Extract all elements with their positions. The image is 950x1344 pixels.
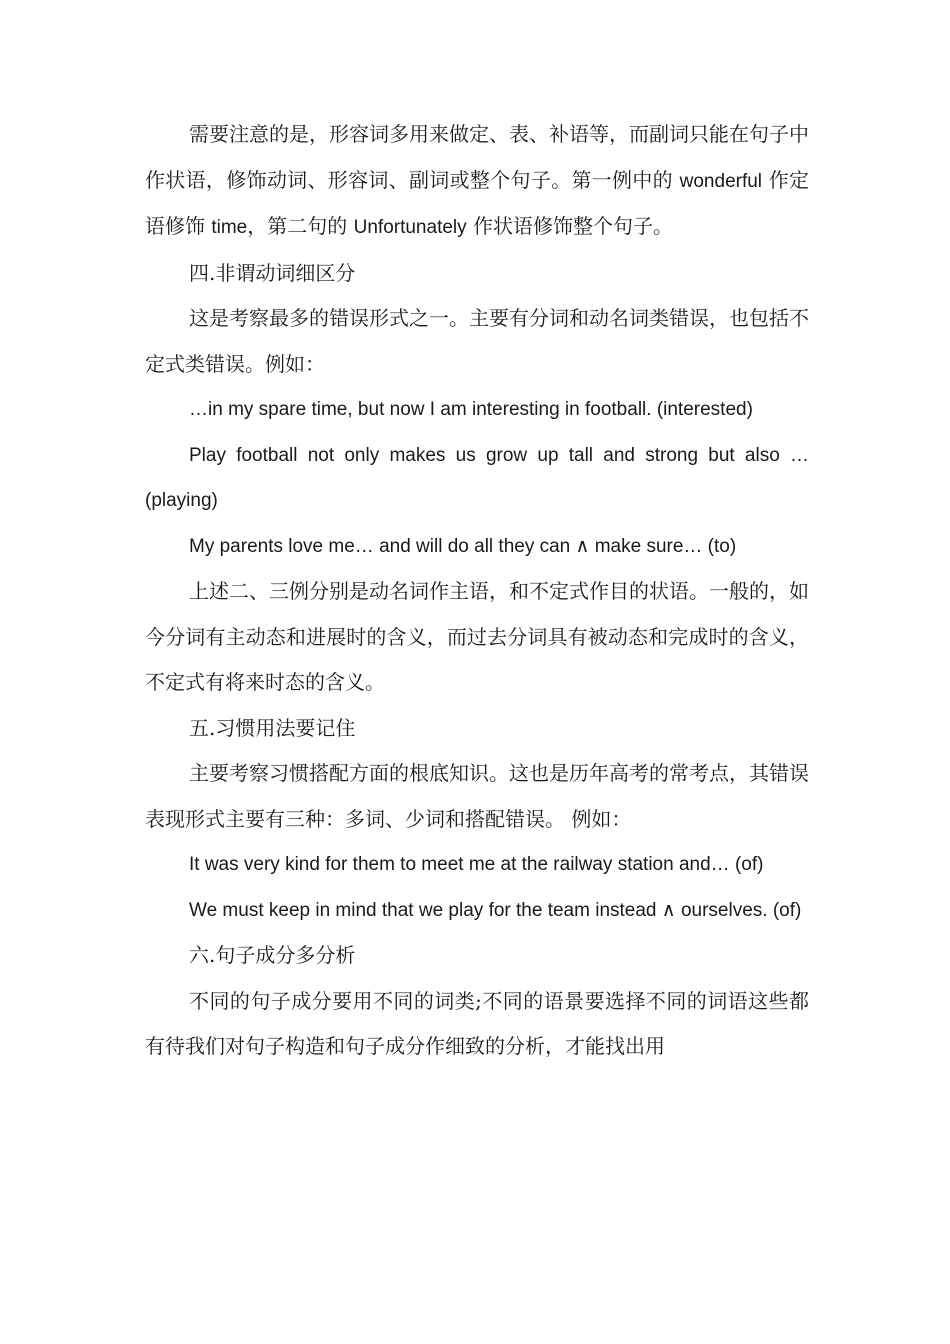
example-sentence-1: …in my spare time, but now I am interesting in football. (interested) [189, 399, 753, 420]
section-heading-5: 五.习惯用法要记住 [189, 715, 356, 740]
example-sentence-2: Play football not only makes us grow up tall and strong but also … (playing) [145, 444, 809, 511]
paragraph-idioms-intro: 主要考察习惯搭配方面的根底知识。这也是历年高考的常考点，其错误表现形式主要有三种：多词、少词和搭配错误。 例如： [145, 761, 809, 831]
example-sentence-5: We must keep in mind that we play for the team instead ∧ ourselves. (of) [189, 899, 802, 921]
section-heading-4: 四.非谓动词细区分 [189, 260, 356, 285]
english-word: wonderful [679, 170, 763, 192]
paragraph-sentence-analysis: 不同的句子成分要用不同的词类;不同的语景要选择不同的词语这些都有待我们对句子构造和句子成分作细致的分析，才能找出用 [145, 988, 809, 1058]
example-sentence-4: It was very kind for them to meet me at the railway station and… (of) [189, 854, 764, 875]
paragraph-text: 作状语修饰整个句子。 [466, 214, 673, 238]
paragraph-text: 需要注意的是，形容词多用来做定、表、补语等，而副词只能在句子中作状语，修饰动词、形容词、副词或整个句子。第一例中的 [145, 122, 809, 192]
document-body [145, 112, 809, 1070]
english-word: Unfortunately [353, 217, 467, 238]
paragraph-adjective-adverb [145, 112, 809, 251]
paragraph-nonfinite-intro: 这是考察最多的错误形式之一。主要有分词和动名词类错误，也包括不定式类错误。例如： [145, 306, 809, 376]
example-sentence-3: My parents love me… and will do all they can ∧ make sure… (to) [189, 535, 737, 557]
paragraph-text: 作定语修饰 [145, 167, 810, 238]
paragraph-text: ，第二句的 [247, 214, 354, 238]
english-word: time [211, 217, 248, 238]
section-heading-6: 六.句子成分多分析 [189, 943, 356, 967]
paragraph-nonfinite-explanation: 上述二、三例分别是动名词作主语，和不定式作目的状语。一般的，如今分词有主动态和进展时的含义，而过去分词具有被动态和完成时的含义，不定式有将来时态的含义。 [145, 579, 809, 694]
